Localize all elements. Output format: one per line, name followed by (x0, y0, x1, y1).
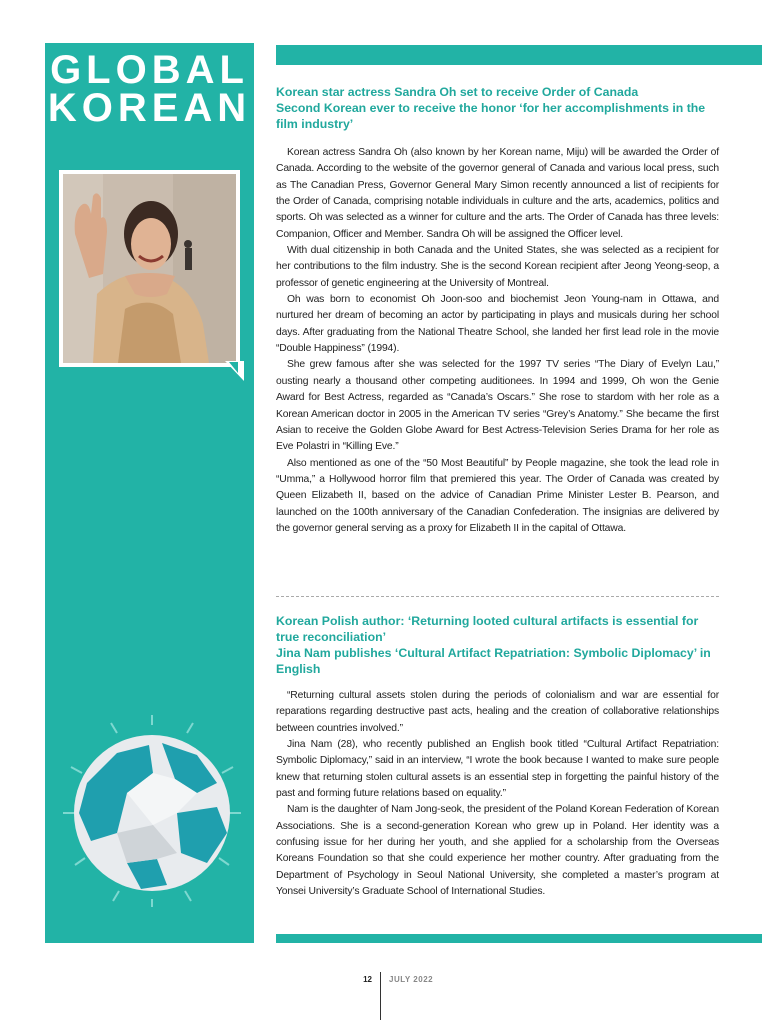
article-headline: Korean star actress Sandra Oh set to receive Order of Canada (276, 85, 639, 99)
globe-illustration (57, 713, 247, 908)
article-subheadline: Second Korean ever to receive the honor ‘for her accomplishments in the film industry’ (276, 101, 706, 131)
paragraph: With dual citizenship in both Canada and the United States, she was selected as a recipient for her contributions to the film industry. She is the second Korean recipient after Jeong Yeong-seop, a professor of genetic engineering at the University of Montreal. (276, 245, 719, 289)
paragraph: Jina Nam (28), who recently published an English book titled “Cultural Artifact Repatriation: Symbolic Diplomacy,” said in an interview, “I wrote the book because I wanted to make sure people knew that returning stolen cultural assets is an essential step in forgetting the painful history of the past and forming future relations based on equality.” (276, 739, 719, 800)
article-divider (276, 596, 719, 597)
paragraph: She grew famous after she was selected for the 1997 TV series “The Diary of Evelyn Lau,” ousting nearly a thousand other competing auditionees. In 1994 and 1999, Oh won the Genie Award for Best Actress, regarded as “Canada’s Oscars.” She rose to stardom with her role as a Korean American doctor in 2005 in the American TV series “Grey’s Anatomy.” She became the first Asian to receive the Golden Globe Award for Best Actress-Television Series Drama for her role as Eve Polastri in “Killing Eve.” (276, 359, 719, 453)
article-body (276, 688, 719, 900)
article-sandra-oh (276, 84, 719, 537)
section-title-line1: GLOBAL (50, 48, 249, 92)
photo-frame-tail-inner (229, 362, 238, 373)
paragraph: Korean actress Sandra Oh (also known by her Korean name, Miju) will be awarded the Order of Canada. According to the website of the governor general of Canada and various local press, such as The Canadian Press, Governor General Mary Simon recently announced a list of recipients for the Order of Canada, comprising notable individuals in culture and the arts, academics, politics and sports. Oh was selected as a winner for culture and the arts. The Order of Canada has three levels: Companion, Officer and Member. Sandra Oh will be assigned the Officer level. (276, 147, 719, 240)
sidebar (45, 43, 254, 943)
paragraph: Oh was born to economist Oh Joon-soo and biochemist Jeon Young-nam in Ottawa, and nurtured her dream of becoming an actor by participating in plays and musicals during her school days. After graduating from the National Theatre School, she landed her first lead role in the movie “Double Happiness” (1994). (276, 294, 719, 355)
page-number: 12 (363, 975, 372, 984)
article-body (276, 145, 719, 537)
footer-divider (380, 972, 381, 1020)
page-footer (0, 972, 762, 1020)
paragraph: Also mentioned as one of the “50 Most Beautiful” by People magazine, she took the lead role in “Umma,” a Hollywood horror film that premiered this year. The Order of Canada was created by Queen Elizabeth II, based on the advice of Canadian Prime Minister Lester B. Pearson, and launched on the 100th anniversary of the Canadian Confederation. The insignias are delivered by the governor general serving as a proxy for Elizabeth II in the capital of Ottawa. (276, 457, 719, 534)
article-headline: Korean Polish author: ‘Returning looted cultural artifacts is essential for true reconciliation’ (276, 614, 699, 644)
article-jina-nam (276, 613, 719, 900)
top-accent-bar (276, 45, 762, 65)
bottom-accent-bar (276, 934, 762, 943)
issue-date: JULY 2022 (389, 975, 434, 984)
section-title (45, 48, 254, 130)
section-title-line2: KOREAN (47, 86, 252, 130)
paragraph: Nam is the daughter of Nam Jong-seok, the president of the Poland Korean Federation of Korean Associations. She is a second-generation Korean who grew up in Poland. Her identity was a confusing issue for her during her youth, and she applied for a scholarship from the Overseas Koreans Foundation so that she could experience her mother country. After graduating from the Department of Psychology in Seoul National University, she completed a master’s program at Yonsei University’s Graduate School of International Studies. (276, 804, 719, 898)
paragraph: “Returning cultural assets stolen during the periods of colonialism and war are essential for reparations regarding destructive past acts, healing and the creation of collaborative relationships between countries involved.” (276, 690, 719, 734)
sandra-oh-photo (59, 170, 240, 367)
article-subheadline: Jina Nam publishes ‘Cultural Artifact Repatriation: Symbolic Diplomacy’ in English (276, 646, 711, 676)
